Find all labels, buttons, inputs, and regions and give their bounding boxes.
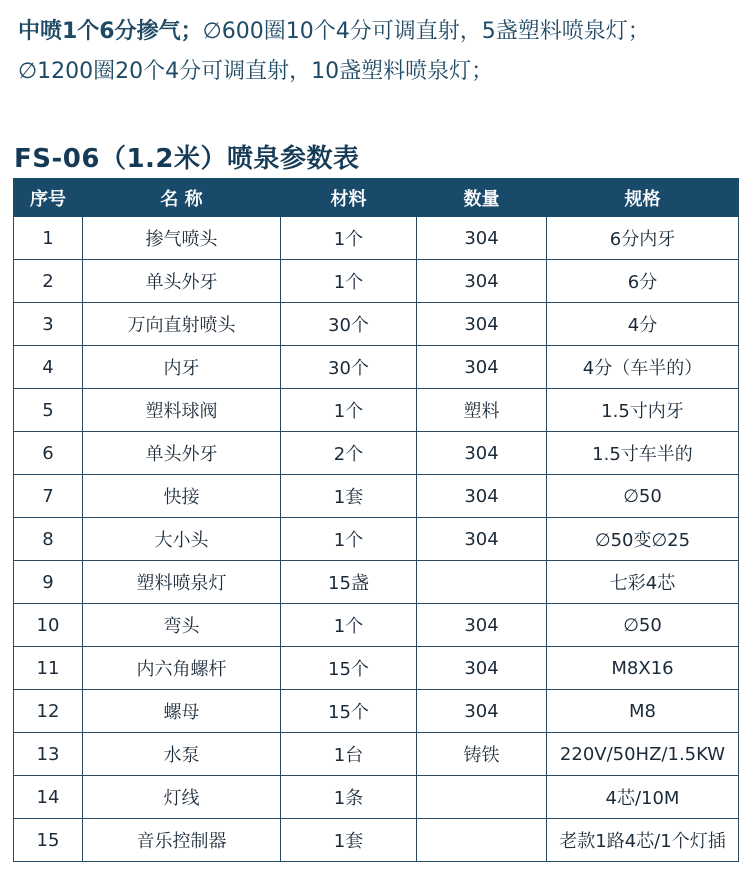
- cell-name: 塑料喷泉灯: [83, 561, 281, 604]
- cell-quantity: 304: [417, 432, 547, 475]
- cell-spec: ∅50: [547, 604, 739, 647]
- table-row: [14, 475, 739, 518]
- cell-quantity: 304: [417, 690, 547, 733]
- table-row: [14, 647, 739, 690]
- cell-material: 15个: [281, 647, 417, 690]
- cell-material: 1条: [281, 776, 417, 819]
- cell-index: 1: [14, 217, 83, 260]
- cell-index: 12: [14, 690, 83, 733]
- cell-quantity: 304: [417, 647, 547, 690]
- table-row: [14, 389, 739, 432]
- cell-name: 内六角螺杆: [83, 647, 281, 690]
- cell-name: 螺母: [83, 690, 281, 733]
- cell-quantity: [417, 776, 547, 819]
- table-row: [14, 604, 739, 647]
- cell-spec: 4分（车半的）: [547, 346, 739, 389]
- header-name: 名 称: [83, 179, 281, 217]
- table-row: [14, 346, 739, 389]
- cell-spec: ∅50变∅25: [547, 518, 739, 561]
- cell-material: 1台: [281, 733, 417, 776]
- intro-line-1-prefix: 中喷1个6分掺气；: [18, 19, 203, 44]
- cell-name: 单头外牙: [83, 260, 281, 303]
- cell-name: 水泵: [83, 733, 281, 776]
- table-row: [14, 432, 739, 475]
- cell-material: 1个: [281, 389, 417, 432]
- table-row: [14, 776, 739, 819]
- cell-index: 10: [14, 604, 83, 647]
- cell-quantity: 304: [417, 303, 547, 346]
- cell-spec: 6分: [547, 260, 739, 303]
- table-row: [14, 260, 739, 303]
- cell-spec: 七彩4芯: [547, 561, 739, 604]
- cell-quantity: 304: [417, 604, 547, 647]
- cell-material: 15个: [281, 690, 417, 733]
- cell-name: 弯头: [83, 604, 281, 647]
- cell-material: 2个: [281, 432, 417, 475]
- table-row: [14, 819, 739, 862]
- cell-quantity: 304: [417, 518, 547, 561]
- cell-index: 6: [14, 432, 83, 475]
- cell-spec: M8: [547, 690, 739, 733]
- cell-material: 1个: [281, 604, 417, 647]
- cell-spec: 4芯/10M: [547, 776, 739, 819]
- cell-index: 11: [14, 647, 83, 690]
- cell-name: 掺气喷头: [83, 217, 281, 260]
- table-row: [14, 518, 739, 561]
- table-row: [14, 303, 739, 346]
- intro-line-1: [18, 12, 743, 52]
- cell-material: 15盏: [281, 561, 417, 604]
- table-row: [14, 217, 739, 260]
- cell-index: 13: [14, 733, 83, 776]
- cell-spec: 6分内牙: [547, 217, 739, 260]
- cell-quantity: 304: [417, 217, 547, 260]
- cell-material: 1个: [281, 518, 417, 561]
- table-row: [14, 561, 739, 604]
- header-spec: 规格: [547, 179, 739, 217]
- table-row: [14, 733, 739, 776]
- cell-quantity: 304: [417, 260, 547, 303]
- parameter-table: [13, 178, 739, 862]
- cell-quantity: 304: [417, 475, 547, 518]
- cell-material: 30个: [281, 303, 417, 346]
- header-quantity: 数量: [417, 179, 547, 217]
- cell-quantity: 铸铁: [417, 733, 547, 776]
- header-material: 材料: [281, 179, 417, 217]
- cell-quantity: 塑料: [417, 389, 547, 432]
- cell-name: 塑料球阀: [83, 389, 281, 432]
- cell-index: 4: [14, 346, 83, 389]
- cell-spec: 1.5寸车半的: [547, 432, 739, 475]
- cell-name: 音乐控制器: [83, 819, 281, 862]
- cell-index: 2: [14, 260, 83, 303]
- cell-index: 3: [14, 303, 83, 346]
- cell-spec: 老款1路4芯/1个灯插: [547, 819, 739, 862]
- cell-index: 8: [14, 518, 83, 561]
- intro-text: [18, 12, 743, 92]
- cell-name: 万向直射喷头: [83, 303, 281, 346]
- cell-name: 快接: [83, 475, 281, 518]
- cell-index: 7: [14, 475, 83, 518]
- cell-index: 5: [14, 389, 83, 432]
- cell-quantity: [417, 561, 547, 604]
- table-body: [14, 217, 739, 862]
- table-title: FS-06（1.2米）喷泉参数表: [14, 144, 360, 174]
- cell-name: 内牙: [83, 346, 281, 389]
- cell-material: 1个: [281, 217, 417, 260]
- cell-index: 14: [14, 776, 83, 819]
- cell-material: 1套: [281, 819, 417, 862]
- cell-material: 1个: [281, 260, 417, 303]
- cell-quantity: [417, 819, 547, 862]
- cell-name: 灯线: [83, 776, 281, 819]
- header-index: 序号: [14, 179, 83, 217]
- intro-line-2: ∅1200圈20个4分可调直射，10盏塑料喷泉灯；: [18, 59, 494, 84]
- cell-index: 9: [14, 561, 83, 604]
- cell-quantity: 304: [417, 346, 547, 389]
- cell-spec: 1.5寸内牙: [547, 389, 739, 432]
- cell-name: 大小头: [83, 518, 281, 561]
- cell-name: 单头外牙: [83, 432, 281, 475]
- cell-spec: ∅50: [547, 475, 739, 518]
- table-row: [14, 690, 739, 733]
- cell-spec: 4分: [547, 303, 739, 346]
- cell-spec: M8X16: [547, 647, 739, 690]
- cell-spec: 220V/50HZ/1.5KW: [547, 733, 739, 776]
- cell-material: 1套: [281, 475, 417, 518]
- intro-line-1-rest: ∅600圈10个4分可调直射，5盏塑料喷泉灯；: [202, 19, 650, 44]
- table-header-row: [14, 179, 739, 217]
- cell-material: 30个: [281, 346, 417, 389]
- cell-index: 15: [14, 819, 83, 862]
